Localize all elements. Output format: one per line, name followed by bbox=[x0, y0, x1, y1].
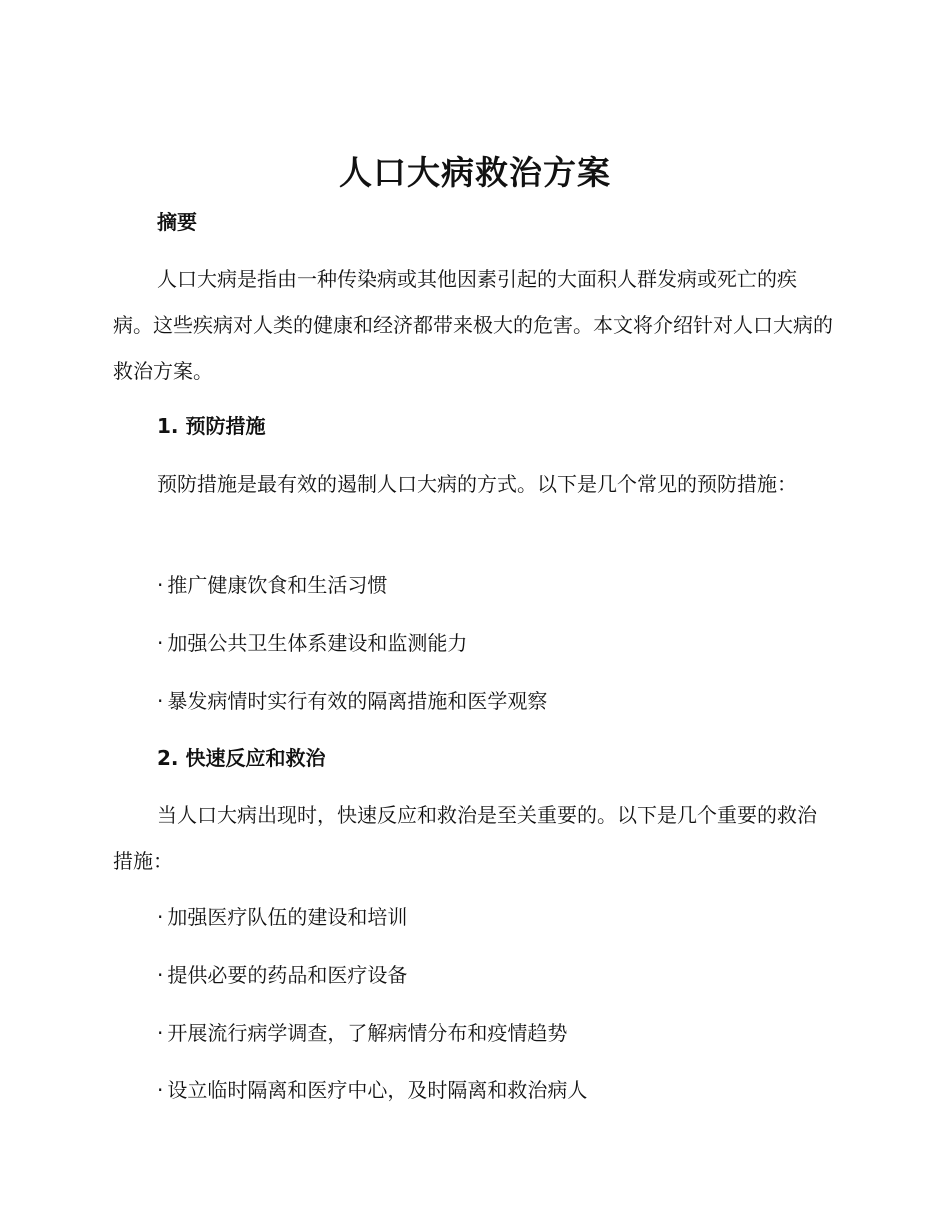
section2-heading: 2. 快速反应和救治 bbox=[157, 746, 326, 770]
section1-intro-text: 预防措施是最有效的遏制人口大病的方式。以下是几个常见的预防措施： bbox=[157, 472, 797, 496]
list-item bbox=[157, 686, 547, 716]
bullet-symbol: · bbox=[157, 1078, 164, 1102]
section1-intro-paragraph bbox=[113, 461, 833, 507]
bullet-symbol: · bbox=[157, 573, 164, 597]
abstract-heading: 摘要 bbox=[157, 210, 197, 234]
bullet-symbol: · bbox=[157, 905, 164, 929]
abstract-paragraph bbox=[113, 256, 833, 394]
bullet-symbol: · bbox=[157, 1021, 164, 1045]
list-item-text: 开展流行病学调查，了解病情分布和疫情趋势 bbox=[167, 1021, 568, 1045]
bullet-symbol: · bbox=[157, 963, 164, 987]
list-item-text: 设立临时隔离和医疗中心，及时隔离和救治病人 bbox=[167, 1078, 588, 1102]
list-item-text: 加强医疗队伍的建设和培训 bbox=[167, 905, 408, 929]
list-item bbox=[157, 1075, 587, 1105]
document-title: 人口大病救治方案 bbox=[339, 153, 611, 192]
list-item-text: 推广健康饮食和生活习惯 bbox=[167, 573, 388, 597]
section2-intro-text: 当人口大病出现时，快速反应和救治是至关重要的。以下是几个重要的救治措施： bbox=[113, 803, 817, 873]
list-item bbox=[157, 902, 407, 932]
bullet-symbol: · bbox=[157, 689, 164, 713]
section1-heading: 1. 预防措施 bbox=[157, 414, 266, 438]
list-item-text: 暴发病情时实行有效的隔离措施和医学观察 bbox=[167, 689, 548, 713]
bullet-symbol: · bbox=[157, 631, 164, 655]
list-item-text: 提供必要的药品和医疗设备 bbox=[167, 963, 408, 987]
list-item bbox=[157, 1018, 567, 1048]
list-item bbox=[157, 960, 407, 990]
list-item bbox=[157, 628, 467, 658]
list-item-text: 加强公共卫生体系建设和监测能力 bbox=[167, 631, 468, 655]
abstract-text: 人口大病是指由一种传染病或其他因素引起的大面积人群发病或死亡的疾病。这些疾病对人类的健康和经济都带来极大的危害。本文将介绍针对人口大病的救治方案。 bbox=[113, 267, 833, 383]
list-item bbox=[157, 570, 387, 600]
section2-intro-paragraph bbox=[113, 792, 833, 884]
